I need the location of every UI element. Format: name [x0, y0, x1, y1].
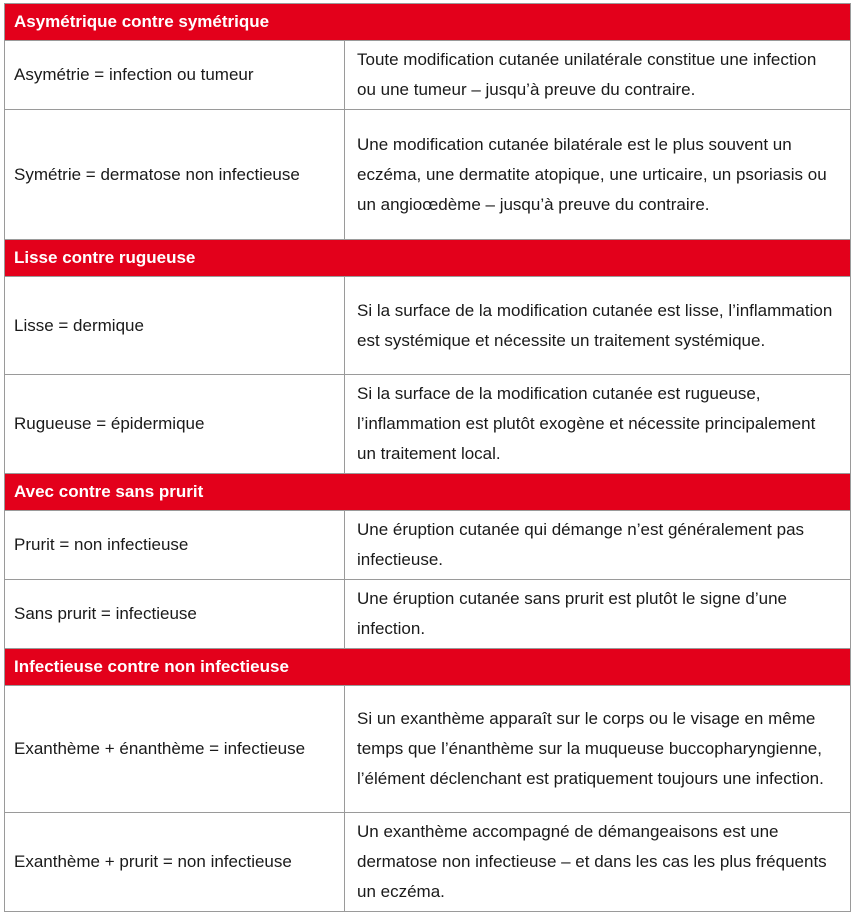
section-title: Infectieuse contre non infectieuse	[5, 649, 851, 686]
criterion-description: Un exanthème accompagné de démangeaisons est une dermatose non infectieuse – et dans les cas les plus fréquents un eczéma.	[345, 813, 851, 912]
section-header-row	[5, 4, 851, 41]
section-header-row	[5, 240, 851, 277]
section-title: Avec contre sans prurit	[5, 474, 851, 511]
criterion-description: Une modification cutanée bilatérale est le plus souvent un eczéma, une dermatite atopique, une urticaire, un psoriasis ou un angioœdème – jusqu’à preuve du contraire.	[345, 110, 851, 240]
criterion-term: Sans prurit = infectieuse	[5, 580, 345, 649]
section-title: Lisse contre rugueuse	[5, 240, 851, 277]
criterion-term: Rugueuse = épidermique	[5, 375, 345, 474]
criterion-description: Une éruption cutanée qui démange n’est généralement pas infectieuse.	[345, 511, 851, 580]
criterion-description: Si la surface de la modification cutanée est lisse, l’inflammation est systémique et nécessite un traitement systémique.	[345, 277, 851, 375]
table-section-surface	[5, 240, 851, 474]
criterion-description: Si la surface de la modification cutanée est rugueuse, l’inflammation est plutôt exogène et nécessite principalement un traitement local.	[345, 375, 851, 474]
criterion-term: Prurit = non infectieuse	[5, 511, 345, 580]
criterion-description: Si un exanthème apparaît sur le corps ou le visage en même temps que l’énanthème sur la muqueuse buccopharyngienne, l’élément déclenchant est pratiquement toujours une infection.	[345, 686, 851, 813]
criterion-term: Asymétrie = infection ou tumeur	[5, 41, 345, 110]
table-row	[5, 686, 851, 813]
table-section-pruritus	[5, 474, 851, 649]
table-row	[5, 110, 851, 240]
criterion-description: Toute modification cutanée unilatérale constitue une infection ou une tumeur – jusqu’à preuve du contraire.	[345, 41, 851, 110]
criterion-term: Lisse = dermique	[5, 277, 345, 375]
section-title: Asymétrique contre symétrique	[5, 4, 851, 41]
section-header-row	[5, 474, 851, 511]
table-section-infectious	[5, 649, 851, 912]
table-row	[5, 277, 851, 375]
section-header-row	[5, 649, 851, 686]
criterion-description: Une éruption cutanée sans prurit est plutôt le signe d’une infection.	[345, 580, 851, 649]
table-row	[5, 580, 851, 649]
table-section-asymmetry	[5, 4, 851, 240]
criterion-term: Exanthème + énanthème = infectieuse	[5, 686, 345, 813]
table-row	[5, 511, 851, 580]
skin-criteria-table-container	[4, 3, 850, 912]
table-row	[5, 813, 851, 912]
criterion-term: Symétrie = dermatose non infectieuse	[5, 110, 345, 240]
table-row	[5, 375, 851, 474]
skin-criteria-table	[4, 3, 851, 912]
table-row	[5, 41, 851, 110]
criterion-term: Exanthème + prurit = non infectieuse	[5, 813, 345, 912]
